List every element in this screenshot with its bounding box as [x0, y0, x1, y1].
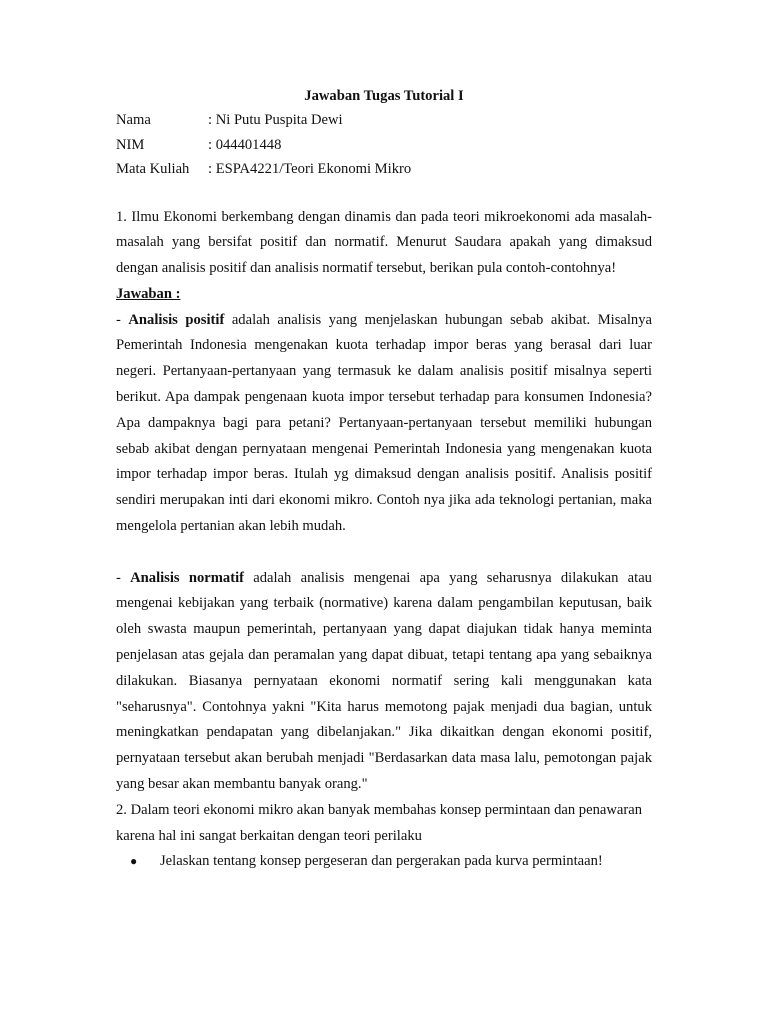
jawaban-label: Jawaban : [116, 285, 181, 302]
answer-normatif-text: adalah analisis mengenai apa yang seharusnya dilakukan atau mengenai kebijakan yang terbaik (normative) karena dalam pengambilan keputusan, baik oleh swasta maupun pemerintah, pertanyaan yang dapat diajukan tidak hanya meminta penjelasan atas gejala dan peramalan yang dapat dibuat, tetapi tentang apa yang sebaiknya dilakukan. Biasanya pernyataan ekonomi normatif sering kali menggunakan kata "seharusnya". Contohnya yakni "Kita harus memotong pajak menjadi dua bagian, untuk meningkatkan pendapatan yang dibelanjakan." Jika dikaitkan dengan ekonomi positif, pernyataan tersebut akan berubah menjadi "Berdasarkan data masa lalu, pemotongan pajak yang besar akan membantu banyak orang." [116, 569, 652, 793]
term-analisis-normatif: Analisis normatif [130, 569, 244, 586]
info-label: Nama [116, 112, 151, 128]
dash: - [116, 311, 129, 328]
document-title: Jawaban Tugas Tutorial I [304, 88, 464, 104]
document-page [116, 84, 652, 875]
info-row-nim [116, 133, 652, 158]
answer-positif-text: adalah analisis yang menjelaskan hubungan sebab akibat. Misalnya Pemerintah Indonesia mengenakan kuota terhadap impor beras yang berasal dari luar negeri. Pertanyaan-pertanyaan yang termasuk ke dalam analisis positif misalnya seperti berikut. Apa dampak pengenaan kuota impor tersebut terhadap para konsumen Indonesia? Apa dampaknya bagi para petani? Pertanyaan-pertanyaan tersebut memiliki hubungan sebab akibat dengan pernyataan mengenai Pemerintah Indonesia yang mengenakan kuota impor terhadap impor beras. Itulah yg dimaksud dengan analisis positif. Analisis positif sendiri merupakan inti dari ekonomi mikro. Contoh nya jika ada teknologi pertanian, maka mengelola pertanian akan lebih mudah. [116, 311, 653, 535]
info-row-mata-kuliah [116, 157, 652, 182]
question-1: 1. Ilmu Ekonomi berkembang dengan dinamis dan pada teori mikroekonomi ada masalah-masalah yang bersifat positif dan normatif. Menurut Saudara apakah yang dimaksud dengan analisis positif dan analisis normatif tersebut, berikan pula contoh-contohnya! [116, 208, 652, 277]
info-label: Mata Kuliah [116, 161, 190, 177]
question-2: 2. Dalam teori ekonomi mikro akan banyak membahas konsep permintaan dan penawaran karena hal ini sangat berkaitan dengan teori perilaku [116, 801, 643, 844]
question-2-bullet [130, 849, 652, 875]
info-value: : ESPA4221/Teori Ekonomi Mikro [208, 161, 412, 177]
term-analisis-positif: Analisis positif [128, 311, 225, 328]
info-row-nama [116, 108, 652, 133]
dash: - [116, 569, 131, 586]
info-label: NIM [116, 136, 145, 153]
bullet-text: Jelaskan tentang konsep pergeseran dan pergerakan pada kurva permintaan! [160, 853, 603, 870]
answer-positif [116, 308, 652, 540]
bullet-icon: ● [130, 854, 138, 869]
info-value: : 044401448 [208, 136, 282, 153]
info-value: : Ni Putu Puspita Dewi [208, 112, 343, 128]
answer-normatif [116, 566, 652, 798]
